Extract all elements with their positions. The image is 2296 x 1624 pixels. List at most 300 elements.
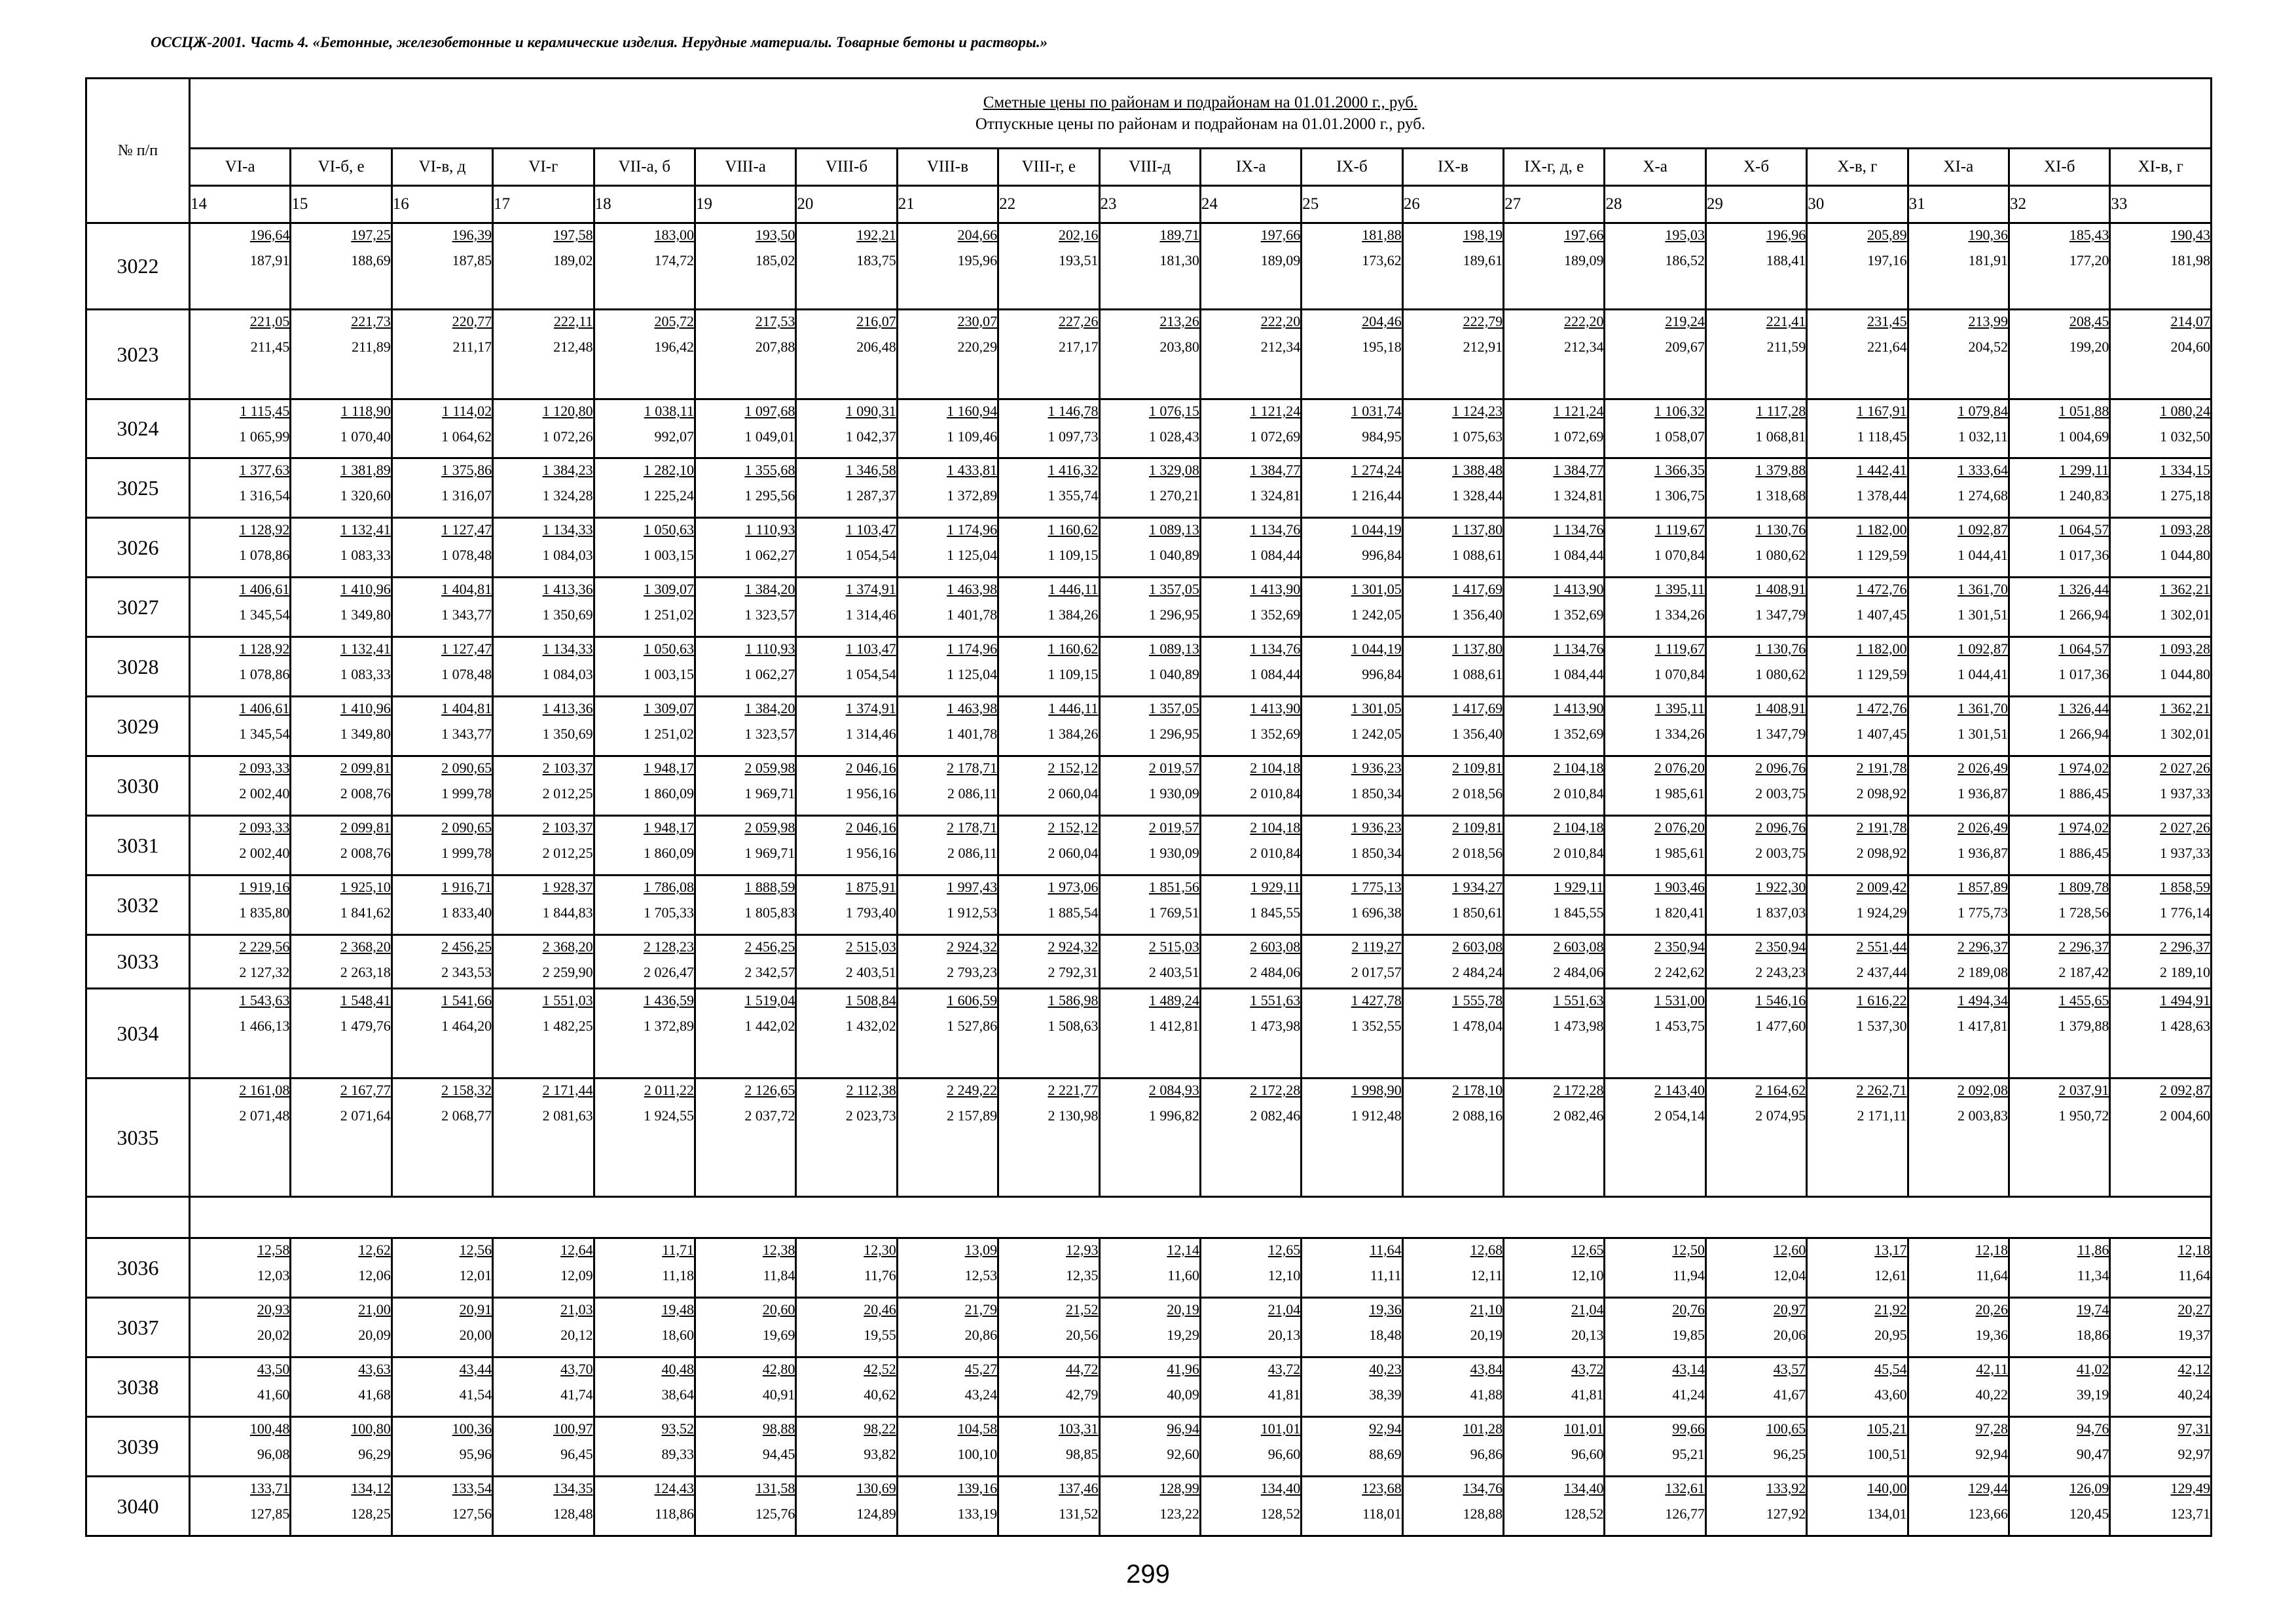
estimate-price: 1 494,91 — [2159, 992, 2210, 1008]
estimate-price: 101,01 — [1260, 1420, 1301, 1437]
price-cell — [897, 1238, 998, 1298]
estimate-price: 1 974,02 — [2058, 760, 2109, 776]
price-cell — [2110, 816, 2212, 876]
price-cell — [1908, 1079, 2009, 1197]
release-price: 185,02 — [755, 252, 795, 268]
release-price: 2 074,95 — [1755, 1107, 1806, 1124]
price-cell — [190, 1298, 291, 1357]
estimate-price: 1 546,16 — [1755, 992, 1806, 1008]
estimate-price: 129,44 — [1968, 1480, 2009, 1496]
price-cell — [796, 1477, 897, 1536]
release-price: 1 356,40 — [1452, 606, 1503, 623]
price-cell — [695, 637, 795, 697]
estimate-price: 193,50 — [755, 227, 795, 243]
price-cell — [998, 223, 1099, 310]
estimate-price: 1 127,47 — [441, 521, 492, 538]
release-price: 1 042,37 — [845, 428, 896, 445]
release-price: 2 098,92 — [1856, 785, 1907, 802]
price-cell — [1402, 1079, 1503, 1197]
price-cell — [2110, 756, 2212, 816]
estimate-price: 1 374,91 — [845, 581, 896, 597]
price-cell — [998, 1417, 1099, 1477]
release-price: 1 537,30 — [1856, 1018, 1907, 1034]
estimate-price: 43,14 — [1672, 1361, 1705, 1377]
table-row — [86, 1477, 2212, 1536]
estimate-price: 1 555,78 — [1452, 992, 1503, 1008]
price-cell — [796, 1238, 897, 1298]
release-price: 1 323,57 — [744, 726, 795, 742]
estimate-price: 2 161,08 — [239, 1082, 290, 1098]
estimate-price: 222,11 — [553, 313, 593, 329]
estimate-price: 1 463,98 — [947, 581, 998, 597]
price-cell — [2110, 1079, 2212, 1197]
price-cell — [1504, 989, 1605, 1079]
price-cell — [392, 1079, 492, 1197]
estimate-price: 1 089,13 — [1148, 640, 1199, 657]
price-cell — [796, 1298, 897, 1357]
price-cell — [1504, 697, 1605, 756]
release-price: 1 837,03 — [1755, 904, 1806, 921]
price-cell — [594, 1079, 695, 1197]
column-number: 25 — [1302, 186, 1402, 223]
estimate-price: 219,24 — [1665, 313, 1705, 329]
release-price: 89,33 — [661, 1446, 694, 1462]
estimate-price: 1 541,66 — [441, 992, 492, 1008]
estimate-price: 1 413,36 — [542, 700, 593, 716]
estimate-price: 2 178,10 — [1452, 1082, 1503, 1098]
region-header: VI-в, д — [392, 149, 492, 186]
estimate-price: 1 329,08 — [1148, 462, 1199, 478]
release-price: 1 793,40 — [845, 904, 896, 921]
estimate-price: 1 916,71 — [441, 879, 492, 895]
price-cell — [1302, 989, 1402, 1079]
release-price: 88,69 — [1369, 1446, 1402, 1462]
estimate-price: 12,14 — [1167, 1242, 1199, 1258]
release-price: 1 109,46 — [947, 428, 998, 445]
release-price: 2 130,98 — [1048, 1107, 1099, 1124]
price-cell — [1099, 1417, 1200, 1477]
release-price: 2 004,60 — [2159, 1107, 2210, 1124]
estimate-price: 2 104,18 — [1553, 819, 1604, 836]
release-price: 1 343,77 — [441, 606, 492, 623]
release-price: 95,96 — [459, 1446, 492, 1462]
estimate-price: 1 097,68 — [744, 403, 795, 419]
release-price: 2 082,46 — [1553, 1107, 1604, 1124]
release-price: 18,86 — [2076, 1327, 2109, 1343]
price-cell — [1807, 756, 1908, 816]
estimate-price: 132,61 — [1665, 1480, 1705, 1496]
price-cell — [190, 1079, 291, 1197]
estimate-price: 1 103,47 — [845, 640, 896, 657]
release-price: 1 242,05 — [1351, 606, 1402, 623]
estimate-price: 1 936,23 — [1351, 819, 1402, 836]
release-price: 195,96 — [957, 252, 998, 268]
estimate-price: 1 326,44 — [2058, 581, 2109, 597]
row-number: 3038 — [86, 1357, 190, 1417]
estimate-price: 1 092,87 — [1958, 640, 2009, 657]
estimate-price: 20,91 — [459, 1301, 492, 1318]
release-price: 20,19 — [1470, 1327, 1503, 1343]
estimate-price: 197,66 — [1563, 227, 1604, 243]
estimate-price: 1 463,98 — [947, 700, 998, 716]
release-price: 2 010,84 — [1250, 845, 1301, 861]
release-price: 1 083,33 — [340, 666, 391, 682]
estimate-price: 43,44 — [459, 1361, 492, 1377]
release-price: 1 017,36 — [2058, 547, 2109, 563]
price-cell — [190, 989, 291, 1079]
release-price: 1 508,63 — [1048, 1018, 1099, 1034]
estimate-price: 43,63 — [358, 1361, 391, 1377]
price-cell — [998, 399, 1099, 458]
estimate-price: 101,28 — [1463, 1420, 1503, 1437]
price-cell — [594, 223, 695, 310]
release-price: 1 334,26 — [1654, 726, 1705, 742]
release-price: 1 352,69 — [1553, 606, 1604, 623]
price-cell — [1099, 223, 1200, 310]
estimate-price: 43,57 — [1773, 1361, 1806, 1377]
estimate-price: 1 090,31 — [845, 403, 896, 419]
release-price: 1 985,61 — [1654, 845, 1705, 861]
estimate-price: 134,35 — [553, 1480, 593, 1496]
price-cell — [1605, 876, 1705, 935]
estimate-price: 205,72 — [654, 313, 694, 329]
table-spacer — [86, 1197, 2212, 1238]
estimate-price: 98,22 — [864, 1420, 896, 1437]
estimate-price: 1 137,80 — [1452, 521, 1503, 538]
estimate-price: 40,23 — [1369, 1361, 1402, 1377]
price-cell — [190, 518, 291, 578]
price-cell — [1605, 1298, 1705, 1357]
region-header: VIII-б — [796, 149, 897, 186]
price-cell — [1402, 935, 1503, 989]
price-cell — [998, 756, 1099, 816]
price-table — [85, 77, 2212, 1537]
release-price: 1 950,72 — [2058, 1107, 2109, 1124]
price-cell — [1908, 876, 2009, 935]
release-price: 1 078,48 — [441, 666, 492, 682]
estimate-price: 1 775,13 — [1351, 879, 1402, 895]
release-price: 2 403,51 — [845, 964, 896, 980]
price-cell — [493, 518, 594, 578]
price-cell — [1807, 1298, 1908, 1357]
column-number: 27 — [1504, 186, 1605, 223]
release-price: 1 306,75 — [1654, 487, 1705, 504]
price-cell — [1807, 935, 1908, 989]
estimate-price: 94,76 — [2076, 1420, 2109, 1437]
release-price: 12,03 — [257, 1267, 290, 1283]
release-price: 197,16 — [1867, 252, 1907, 268]
price-cell — [1705, 1417, 1806, 1477]
release-price: 181,98 — [2170, 252, 2210, 268]
price-cell — [1705, 578, 1806, 637]
estimate-price: 1 299,11 — [2059, 462, 2109, 478]
estimate-price: 1 334,15 — [2159, 462, 2210, 478]
price-cell — [695, 223, 795, 310]
release-price: 177,20 — [2069, 252, 2109, 268]
release-price: 2 060,04 — [1048, 785, 1099, 802]
price-cell — [594, 989, 695, 1079]
price-cell — [796, 637, 897, 697]
release-price: 20,00 — [459, 1327, 492, 1343]
price-cell — [1504, 518, 1605, 578]
release-price: 43,60 — [1874, 1386, 1907, 1403]
release-price: 2 127,32 — [239, 964, 290, 980]
estimate-price: 133,92 — [1766, 1480, 1806, 1496]
release-price: 206,48 — [856, 339, 896, 355]
price-cell — [2110, 1477, 2212, 1536]
price-cell — [392, 1477, 492, 1536]
price-cell — [1402, 310, 1503, 399]
price-cell — [594, 697, 695, 756]
release-price: 1 075,63 — [1452, 428, 1503, 445]
estimate-price: 196,39 — [452, 227, 492, 243]
estimate-price: 204,46 — [1362, 313, 1402, 329]
release-price: 189,61 — [1463, 252, 1503, 268]
price-cell — [897, 1079, 998, 1197]
estimate-price: 21,10 — [1470, 1301, 1503, 1318]
release-price: 189,09 — [1563, 252, 1604, 268]
estimate-price: 1 417,69 — [1452, 700, 1503, 716]
estimate-price: 213,99 — [1968, 313, 2009, 329]
column-number: 15 — [291, 186, 392, 223]
release-price: 1 070,40 — [340, 428, 391, 445]
price-cell — [1908, 1357, 2009, 1417]
row-number: 3037 — [86, 1298, 190, 1357]
estimate-price: 1 395,11 — [1654, 581, 1705, 597]
release-price: 1 084,44 — [1250, 666, 1301, 682]
price-cell — [291, 876, 392, 935]
estimate-price: 1 416,32 — [1048, 462, 1099, 478]
price-cell — [392, 458, 492, 518]
price-cell — [796, 1357, 897, 1417]
release-price: 19,69 — [762, 1327, 795, 1343]
price-cell — [1908, 1417, 2009, 1477]
release-price: 93,82 — [864, 1446, 896, 1462]
price-cell — [1605, 637, 1705, 697]
estimate-price: 204,66 — [957, 227, 998, 243]
release-price: 2 484,06 — [1250, 964, 1301, 980]
estimate-price: 2 551,44 — [1856, 938, 1907, 955]
price-cell — [1605, 310, 1705, 399]
estimate-price: 1 384,23 — [542, 462, 593, 478]
price-cell — [594, 310, 695, 399]
estimate-price: 202,16 — [1059, 227, 1099, 243]
estimate-price: 2 171,44 — [542, 1082, 593, 1098]
release-price: 12,35 — [1066, 1267, 1099, 1283]
release-price: 1 466,13 — [239, 1018, 290, 1034]
estimate-price: 133,71 — [249, 1480, 290, 1496]
price-cell — [594, 458, 695, 518]
release-price: 188,41 — [1766, 252, 1806, 268]
release-price: 1 477,60 — [1755, 1018, 1806, 1034]
release-price: 40,09 — [1167, 1386, 1199, 1403]
release-price: 2 086,11 — [947, 785, 998, 802]
price-cell — [1504, 1477, 1605, 1536]
price-cell — [2110, 989, 2212, 1079]
release-price: 1 296,95 — [1148, 726, 1199, 742]
column-number: 22 — [998, 186, 1099, 223]
release-price: 20,95 — [1874, 1327, 1907, 1343]
release-price: 120,45 — [2069, 1505, 2109, 1522]
release-price: 195,18 — [1362, 339, 1402, 355]
release-price: 2 060,04 — [1048, 845, 1099, 861]
release-price: 2 098,92 — [1856, 845, 1907, 861]
release-price: 1 345,54 — [239, 606, 290, 623]
release-price: 1 295,56 — [744, 487, 795, 504]
release-price: 20,06 — [1773, 1327, 1806, 1343]
price-cell — [1200, 1357, 1301, 1417]
release-price: 217,17 — [1059, 339, 1099, 355]
release-price: 1 078,86 — [239, 666, 290, 682]
release-price: 1 355,74 — [1048, 487, 1099, 504]
price-cell — [695, 989, 795, 1079]
price-cell — [1200, 518, 1301, 578]
price-cell — [796, 578, 897, 637]
estimate-price: 129,49 — [2170, 1480, 2210, 1496]
release-price: 128,52 — [1563, 1505, 1604, 1522]
estimate-price: 205,89 — [1867, 227, 1907, 243]
estimate-price: 21,04 — [1267, 1301, 1301, 1318]
release-price: 41,54 — [459, 1386, 492, 1403]
release-price: 1 407,45 — [1856, 606, 1907, 623]
release-price: 100,51 — [1867, 1446, 1907, 1462]
release-price: 131,52 — [1059, 1505, 1099, 1522]
regions-header-row — [86, 149, 2212, 186]
estimate-price: 2 059,98 — [744, 819, 795, 836]
estimate-price: 1 357,05 — [1148, 700, 1199, 716]
estimate-price: 1 934,27 — [1452, 879, 1503, 895]
release-price: 1 251,02 — [643, 726, 694, 742]
price-cell — [1504, 876, 1605, 935]
estimate-price: 189,71 — [1159, 227, 1199, 243]
price-cell — [291, 1477, 392, 1536]
release-price: 2 010,84 — [1250, 785, 1301, 802]
price-cell — [1402, 876, 1503, 935]
price-table-container — [85, 77, 2210, 1537]
release-price: 1 084,44 — [1553, 666, 1604, 682]
estimate-price: 192,21 — [856, 227, 896, 243]
estimate-price: 2 456,25 — [744, 938, 795, 955]
estimate-price: 12,18 — [1975, 1242, 2009, 1258]
release-price: 1 070,84 — [1654, 547, 1705, 563]
estimate-price: 1 786,08 — [643, 879, 694, 895]
price-cell — [1302, 578, 1402, 637]
release-price: 118,86 — [655, 1505, 694, 1522]
price-cell — [392, 935, 492, 989]
release-price: 1 845,55 — [1553, 904, 1604, 921]
estimate-price: 20,60 — [762, 1301, 795, 1318]
price-cell — [897, 578, 998, 637]
price-cell — [1807, 1417, 1908, 1477]
price-cell — [1200, 876, 1301, 935]
release-price: 1 776,14 — [2159, 904, 2210, 921]
release-price: 1 301,51 — [1958, 606, 2009, 623]
release-price: 1 242,05 — [1351, 726, 1402, 742]
release-price: 2 403,51 — [1148, 964, 1199, 980]
release-price: 193,51 — [1059, 252, 1099, 268]
estimate-price: 198,19 — [1463, 227, 1503, 243]
release-price: 1 080,62 — [1755, 666, 1806, 682]
release-price: 1 372,89 — [643, 1018, 694, 1034]
column-number: 30 — [1807, 186, 1908, 223]
release-price: 1 886,45 — [2058, 845, 2109, 861]
estimate-price: 11,64 — [1370, 1242, 1402, 1258]
estimate-price: 11,71 — [662, 1242, 694, 1258]
release-price: 1 032,50 — [2159, 428, 2210, 445]
price-cell — [796, 989, 897, 1079]
release-price: 11,94 — [1673, 1267, 1705, 1283]
estimate-price: 93,52 — [661, 1420, 694, 1437]
region-header: VII-а, б — [594, 149, 695, 186]
release-price: 96,86 — [1470, 1446, 1503, 1462]
price-cell — [1504, 1238, 1605, 1298]
release-price: 1 930,09 — [1148, 845, 1199, 861]
release-price: 1 084,44 — [1553, 547, 1604, 563]
estimate-price: 221,73 — [351, 313, 391, 329]
price-cell — [2110, 1298, 2212, 1357]
price-cell — [1605, 399, 1705, 458]
estimate-price: 222,20 — [1260, 313, 1301, 329]
price-cell — [392, 518, 492, 578]
column-number: 14 — [190, 186, 291, 223]
release-price: 1 266,94 — [2058, 726, 2109, 742]
price-cell — [897, 1417, 998, 1477]
price-cell — [190, 399, 291, 458]
release-price: 19,55 — [864, 1327, 896, 1343]
estimate-price: 1 472,76 — [1856, 700, 1907, 716]
price-cell — [1099, 989, 1200, 1079]
estimate-price: 2 093,33 — [239, 819, 290, 836]
release-price: 209,67 — [1665, 339, 1705, 355]
estimate-price: 21,04 — [1571, 1301, 1604, 1318]
release-price: 12,53 — [964, 1267, 998, 1283]
price-cell — [897, 458, 998, 518]
region-header: VI-а — [190, 149, 291, 186]
price-cell — [1302, 637, 1402, 697]
price-cell — [2009, 458, 2110, 518]
release-price: 1 728,56 — [2058, 904, 2109, 921]
price-cell — [1908, 578, 2009, 637]
price-cell — [1099, 578, 1200, 637]
table-row — [86, 816, 2212, 876]
estimate-price: 196,64 — [249, 227, 290, 243]
estimate-price: 1 489,24 — [1148, 992, 1199, 1008]
estimate-price: 1 309,07 — [643, 581, 694, 597]
price-cell — [493, 223, 594, 310]
price-cell — [2110, 518, 2212, 578]
estimate-price: 12,30 — [864, 1242, 896, 1258]
price-cell — [695, 816, 795, 876]
release-price: 1 985,61 — [1654, 785, 1705, 802]
price-cell — [2009, 578, 2110, 637]
release-price: 1 323,57 — [744, 606, 795, 623]
release-price: 42,79 — [1066, 1386, 1099, 1403]
price-cell — [493, 1477, 594, 1536]
price-cell — [1605, 223, 1705, 310]
estimate-price: 43,70 — [560, 1361, 593, 1377]
estimate-price: 1 494,34 — [1958, 992, 2009, 1008]
price-cell — [190, 756, 291, 816]
estimate-price: 2 104,18 — [1250, 819, 1301, 836]
price-cell — [1705, 1298, 1806, 1357]
price-cell — [190, 876, 291, 935]
release-price: 124,89 — [856, 1505, 896, 1522]
estimate-price: 1 408,91 — [1755, 581, 1806, 597]
estimate-price: 12,18 — [2178, 1242, 2210, 1258]
estimate-price: 1 128,92 — [239, 640, 290, 657]
price-cell — [291, 637, 392, 697]
release-price: 1 352,69 — [1250, 726, 1301, 742]
